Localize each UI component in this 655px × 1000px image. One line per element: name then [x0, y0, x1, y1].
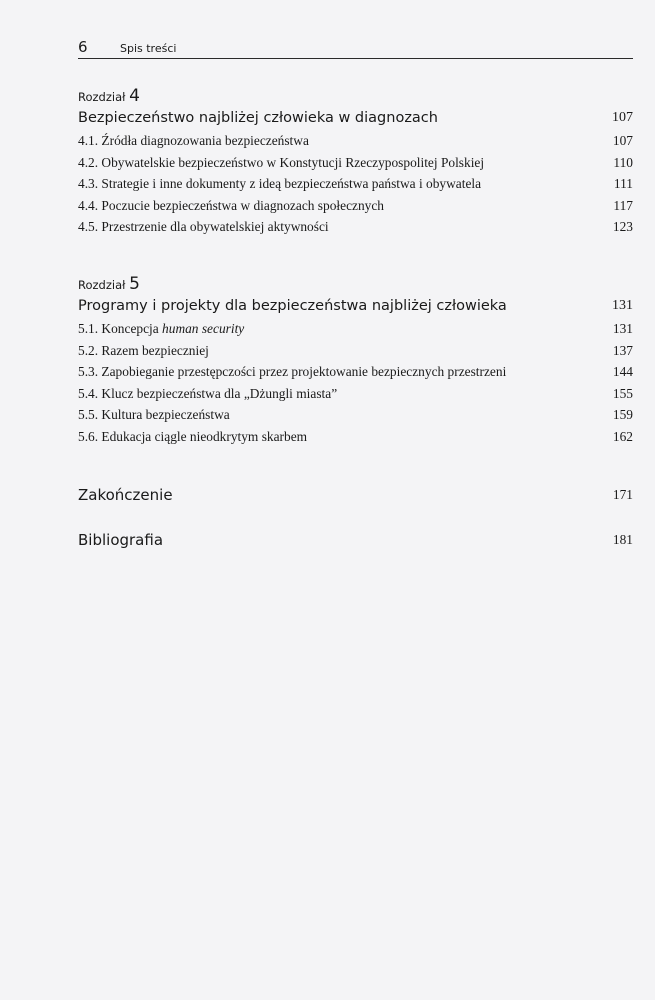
toc-item-text: 5.2. Razem bezpieczniej	[78, 342, 209, 358]
page-ref: 110	[613, 154, 633, 170]
toc-item-italic-text: human security	[162, 321, 245, 336]
toc-item-text: 5.4. Klucz bezpieczeństwa dla „Dżungli miasta”	[78, 385, 338, 401]
toc-item-text: 4.4. Poczucie bezpieczeństwa w diagnozach społecznych	[78, 197, 384, 213]
chapter-label-text: Rozdział	[78, 90, 126, 104]
bibliography-section	[78, 528, 633, 552]
page-ref: 181	[612, 532, 633, 547]
toc-item[interactable]	[78, 318, 633, 340]
page-ref: 131	[612, 321, 633, 336]
toc-item[interactable]	[78, 383, 633, 405]
toc-item[interactable]	[78, 130, 633, 152]
chapter-title-row[interactable]	[78, 106, 633, 130]
chapter-number: 4	[129, 86, 140, 106]
page-ref: 131	[612, 298, 633, 313]
chapter-title: Programy i projekty dla bezpieczeństwa najbliżej człowieka	[78, 298, 507, 314]
conclusion-section	[78, 483, 633, 507]
toc-item-text: 4.2. Obywatelskie bezpieczeństwo w Konstytucji Rzeczypospolitej Polskiej	[78, 154, 485, 170]
conclusion-title: Zakończenie	[78, 486, 173, 504]
chapter-title-row[interactable]	[78, 294, 633, 318]
page-ref: 171	[612, 487, 633, 502]
page-number: 6	[78, 38, 88, 56]
chapter-label-text: Rozdział	[78, 278, 126, 292]
toc-item[interactable]	[78, 361, 633, 383]
toc-item-text: 5.3. Zapobieganie przestępczości przez projektowanie bezpiecznych przestrzeni	[78, 364, 507, 379]
chapter-label	[78, 86, 633, 106]
page-header	[78, 38, 633, 59]
page-ref: 144	[612, 364, 633, 379]
toc-item[interactable]	[78, 195, 633, 217]
bibliography-title: Bibliografia	[78, 531, 164, 549]
toc-item-text: 5.5. Kultura bezpieczeństwa	[78, 407, 230, 422]
chapter-4	[78, 86, 633, 238]
toc-item[interactable]	[78, 152, 633, 174]
chapter-title: Bezpieczeństwo najbliżej człowieka w diagnozach	[78, 110, 438, 126]
page-ref: 107	[612, 133, 633, 148]
page-ref: 137	[612, 342, 633, 358]
page-ref: 111	[613, 176, 633, 191]
toc-item[interactable]	[78, 404, 633, 426]
page-ref: 155	[612, 385, 633, 401]
page-ref: 123	[612, 219, 633, 234]
page-ref: 107	[612, 110, 633, 125]
toc-item-text: 4.3. Strategie i inne dokumenty z ideą bezpieczeństwa państwa i obywatela	[78, 176, 482, 191]
chapter-label	[78, 274, 633, 294]
toc-item[interactable]	[78, 216, 633, 238]
toc-item-text: 5.1. Koncepcja	[78, 321, 163, 336]
chapter-5	[78, 274, 633, 447]
toc-item[interactable]	[78, 426, 633, 448]
toc-item-text: 5.6. Edukacja ciągle nieodkrytym skarbem	[78, 428, 308, 444]
bibliography-row[interactable]	[78, 528, 633, 552]
toc-item[interactable]	[78, 173, 633, 195]
page-ref: 159	[612, 407, 633, 422]
toc-item[interactable]	[78, 340, 633, 362]
toc-item-text: 4.1. Źródła diagnozowania bezpieczeństwa	[78, 133, 309, 148]
running-title: Spis treści	[120, 42, 177, 55]
page-ref: 162	[612, 428, 633, 444]
chapter-number: 5	[129, 274, 140, 294]
conclusion-row[interactable]	[78, 483, 633, 507]
page-ref: 117	[613, 197, 633, 213]
toc-item-text: 4.5. Przestrzenie dla obywatelskiej aktywności	[78, 219, 329, 234]
